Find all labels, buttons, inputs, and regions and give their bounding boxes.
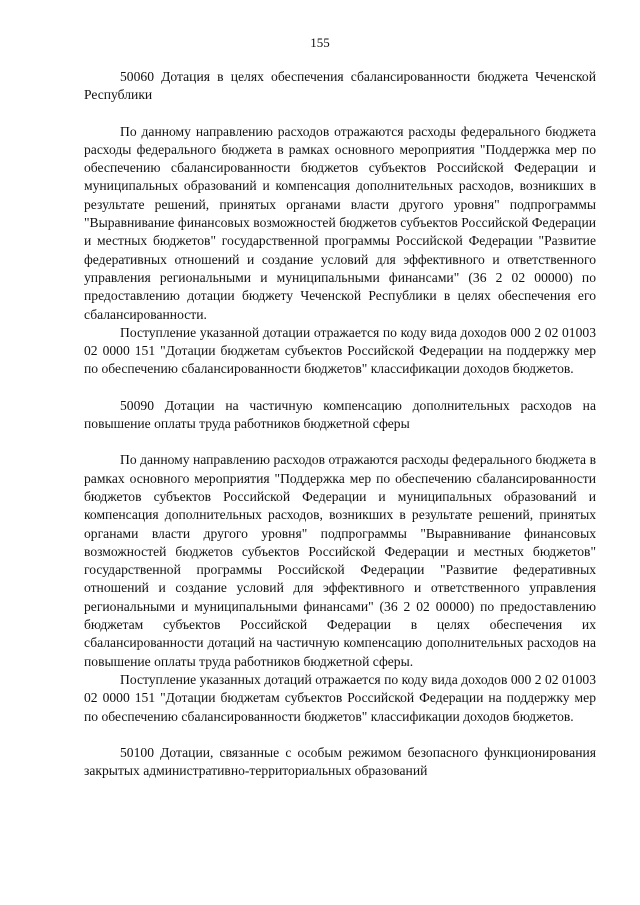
- section-heading-50060: 50060 Дотация в целях обеспечения сбалансированности бюджета Чеченской Республики: [84, 69, 596, 103]
- section-heading-50090: 50090 Дотации на частичную компенсацию дополнительных расходов на повышение оплаты труда работников бюджетной сферы: [84, 397, 596, 432]
- page-number: 155: [310, 35, 330, 50]
- paragraph: Поступление указанных дотаций отражается по коду вида доходов 000 2 02 01003 02 0000 151 "Дотации бюджетам субъектов Российской Федерации на поддержку мер по обеспечению сбалансированности бюджетов" классификации доходов бюджетов.: [84, 671, 596, 724]
- paragraph: По данному направлению расходов отражаются расходы федерального бюджета расходы федерального бюджета в рамках основного мероприятия "Поддержка мер по обеспечению сбалансированности бюджетов субъектов Российской Федерации и муниципальных образований и компенсация дополнительных расходов, возникших в результате решений, принятых органами власти другого уровня" подпрограммы "Выравнивание финансовых возможностей бюджетов субъектов Российской Федерации и местных бюджетов" государственной программы Российской Федерации "Развитие федеративных отношений и создание условий для эффективного и ответственного управления региональными и муниципальными финансами" (36 2 02 00000) по предоставлению дотации бюджету Чеченской Республики в целях обеспечения его сбалансированности.: [84, 123, 596, 322]
- paragraph: Поступление указанной дотации отражается по коду вида доходов 000 2 02 01003 02 0000 151 "Дотации бюджетам субъектов Российской Федерации на поддержку мер по обеспечению сбалансированности бюджетов" классификации доходов бюджетов.: [84, 324, 596, 377]
- section-heading-50100: 50100 Дотации, связанные с особым режимом безопасного функционирования закрытых административно-территориальных образований: [84, 744, 596, 779]
- spacer: [84, 433, 596, 451]
- spacer: [84, 726, 596, 744]
- spacer: [84, 379, 596, 397]
- paragraph: По данному направлению расходов отражаются расходы федерального бюджета в рамках основного мероприятия "Поддержка мер по обеспечению сбалансированности бюджетов субъектов Российской Федерации и муниципальных образований и компенсация дополнительных расходов, возникших в результате решений, принятых органами власти другого уровня" подпрограммы "Выравнивание финансовых возможностей бюджетов субъектов Российской Федерации и местных бюджетов" государственной программы Российской Федерации "Развитие федеративных отношений и создание условий для эффективного и ответственного управления региональными и муниципальными финансами" (36 2 02 00000) по предоставлению бюджетам субъектов Российской Федерации в целях обеспечения их сбалансированности дотаций на частичную компенсацию дополнительных расходов на повышение оплаты труда работников бюджетной сферы.: [84, 452, 596, 669]
- spacer: [84, 105, 596, 123]
- page-content: [84, 68, 596, 780]
